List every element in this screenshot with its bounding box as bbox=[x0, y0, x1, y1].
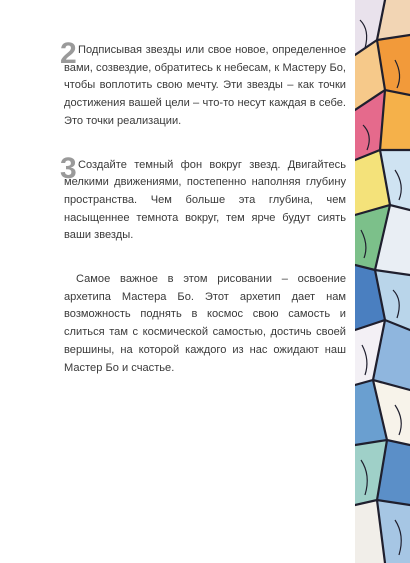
step-2 bbox=[60, 37, 346, 131]
step-number: 2 bbox=[60, 37, 77, 70]
body-paragraph: Самое важное в этом рисовании – освоение архетипа Мастера Бо. Этот архетип дает нам возможность поднять в космос свою самость и слиться там с космической самостью, достичь своей вершины, на которой каждого из нас ожидают наш Мастер Бо и счастье. bbox=[64, 273, 346, 374]
step-3 bbox=[60, 151, 346, 246]
step-number: 3 bbox=[60, 151, 77, 185]
step-text: Подписывая звезды или свое новое, определенное вами, созвездие, обратитесь к небесам, к Мастеру Бо, чтобы воплотить свою мечту. Эти звезды – как точки достижения вашей цели – что-то несут каждая в себе. Это точки реализации. bbox=[64, 44, 346, 127]
step-text: Создайте темный фон вокруг звезд. Двигайтесь мелкими движениями, постепенно наполняя глубину пространства. Чем больше эта глубина, чем насыщеннее темнота вокруг, тем ярче будут сиять ваши звезды. bbox=[64, 158, 346, 242]
text-column bbox=[60, 37, 346, 377]
stained-glass-art bbox=[355, 0, 410, 563]
stained-glass-illustration bbox=[355, 0, 410, 563]
